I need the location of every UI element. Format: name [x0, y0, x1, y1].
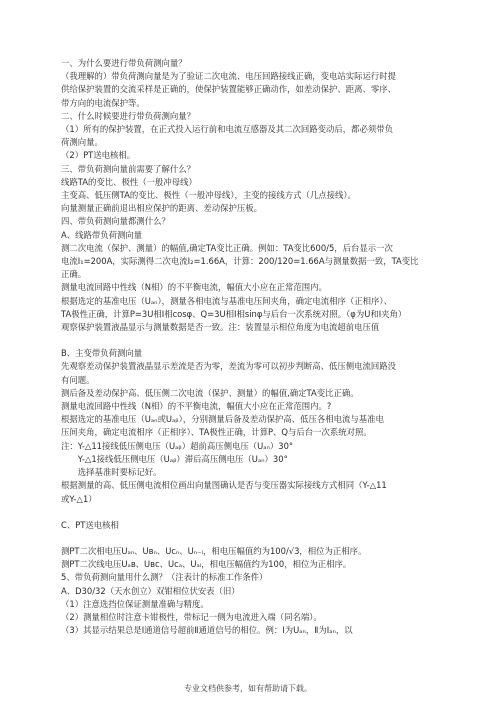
text-line: 压间夹角，确定电流相序（正相序）、TA极性正确，计算P、Q与后台一次系统对照。 — [61, 427, 372, 438]
text-line: A、D30/32（天水创立）双钳相位伏安表（旧） — [61, 585, 240, 596]
text-line: 四、带负荷测向量都测什么？ — [61, 216, 170, 227]
text-line: 注：Y-△11接线低压侧电压（Uₐᵦ）超前高压侧电压（Uₐₙ）30° — [61, 440, 294, 451]
text-line: 电流I₁=200A，实际测得二次电流I₂=1.66A，计算：200/120=1.66A与测量数据一致，TA变比 — [61, 256, 419, 267]
text-line: 有问题。 — [61, 374, 95, 385]
document-body — [61, 57, 431, 637]
text-line: 线路TA的变比、极性（一般冲母线） — [61, 176, 197, 187]
text-line: 带方向的电流保护等。 — [61, 97, 145, 108]
text-line: B、主变带负荷测向量 — [61, 348, 143, 359]
text-line: 或Y-△1） — [61, 493, 97, 504]
text-line: 二、什么时候要进行带负荷测向量？ — [61, 110, 195, 121]
text-line: 正确。 — [61, 269, 87, 280]
text-line: 测PT二次线电压Uₐʙ、Uʙᴄ、Uᴄₐ、Uₐₗ，相电压幅值约为100，相位为正相序。 — [61, 559, 352, 570]
text-line: 先观察差动保护装置液晶显示差流是否为零，差流为零可以初步判断高、低压侧电流回路没 — [61, 361, 396, 372]
text-line: （3）其显示结果总是Ⅰ通道信号超前Ⅱ通道信号的相位。例：Ⅰ为Uₐₙ，Ⅱ为Iₐₙ，以 — [61, 625, 353, 636]
text-line: 三、带负荷测向量前需要了解什么？ — [61, 163, 195, 174]
text-line: A、线路带负荷测向量 — [61, 229, 143, 240]
text-line: 一、为什么要进行带负荷测向量？ — [61, 58, 187, 68]
text-line: 向量测量正确前退出相应保护的距离、差动保护压板。 — [61, 203, 262, 214]
text-line: TA极性正确，计算P=3U相I相cosφ、Q=3U相I相sinφ与后台一次系统对照。（φ为U和I夹角） — [61, 308, 407, 319]
text-line: 测后备及差动保护高、低压侧二次电流（保护、测量）的幅值,确定TA变比正确。 — [61, 387, 359, 398]
text-line — [61, 532, 431, 545]
text-line: 测量电流回路中性线（N相）的不平衡电流，幅值大小应在正常范围内。 — [61, 282, 327, 293]
text-line: （1）注意选挡位保证测量准确与精度。 — [61, 598, 209, 609]
text-line: 根据选定的基准电压（Uₐₙ或Uₐᵦ），分别测量后备及差动保护高、低压各相电流与基准电 — [61, 414, 384, 425]
text-line: 选择基准时要标记好。 — [61, 467, 162, 478]
text-line: Y-△1接线低压侧电压（Uₐᵦ）滞后高压侧电压（Uₐₙ）30° — [61, 453, 288, 464]
text-line: 荷测向量。 — [61, 137, 103, 148]
text-line: C、PT送电核相 — [61, 519, 119, 530]
text-line: 主变高、低压侧TA的变比、极性（一般冲母线），主变的接线方式（几点接线）。 — [61, 190, 356, 201]
text-line: 测PT二次相电压Uₐₙ、Uʙₙ、Uᴄₙ、Uₙ₋ₗ，相电压幅值约为100/√3，相位为正相序。 — [61, 545, 367, 556]
text-line — [61, 334, 431, 347]
text-line — [61, 506, 431, 519]
page-footer: 专业文档供参考，如有帮助请下载。 — [184, 684, 312, 693]
text-line: 5、带负荷测向量用什么测？（注表计的标准工作条件） — [61, 572, 268, 583]
text-line: 测量电流回路中性线（N相）的不平衡电流，幅值大小应在正常范围内。? — [61, 401, 332, 412]
text-line: 供给保护装置的交流采样是正确的，使保护装置能够正确动作，如差动保护、距离、零序、 — [61, 84, 396, 95]
text-line: 根据测量的高、低压侧电流相位画出向量图确认是否与变压器实际接线方式相同（Y-△11 — [61, 480, 387, 491]
text-line: （1）所有的保护装置，在正式投入运行前和电流互感器及其二次回路变动后，都必须带负 — [61, 124, 393, 135]
text-line: 测二次电流（保护、测量）的幅值,确定TA变比正确。例如：TA变比600/5，后台显示一次 — [61, 242, 393, 253]
text-line: （2）PT送电核相。 — [61, 150, 136, 161]
text-line: （我理解的）带负荷测向量是为了验证二次电流、电压回路接线正确，变电站实际运行时提 — [61, 71, 396, 82]
text-line: 根据选定的基准电压（Uₐₙ），测量各相电流与基准电压间夹角，确定电流相序（正相序）、 — [61, 295, 392, 306]
text-line: 观察保护装置液晶显示与测量数据是否一致。注：装置显示相位角度为电流超前电压值 — [61, 322, 380, 333]
text-line: （2）测量相位时注意卡钳极性，带标记一侧为电流进入端（同名端）。 — [61, 611, 322, 622]
